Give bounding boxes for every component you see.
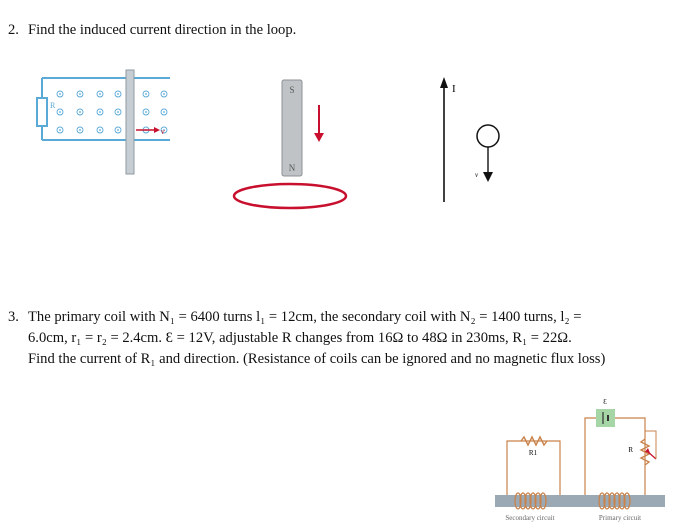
rail-rod-figure bbox=[30, 68, 180, 178]
r-label: R bbox=[628, 446, 633, 454]
secondary-circuit-label: Secondary circuit bbox=[505, 514, 555, 522]
field-dot-center bbox=[99, 93, 101, 95]
transformer-circuit-figure bbox=[490, 395, 670, 525]
ring-velocity-label: v bbox=[475, 171, 479, 179]
velocity-arrowhead bbox=[154, 127, 160, 133]
question-line: The primary coil with N₁ = 6400 turns l₁ = 12cm, the secondary coil with N₂ = 1400 turns, l₂ = bbox=[28, 309, 582, 325]
primary-circuit-label: Primary circuit bbox=[598, 514, 642, 522]
field-dot-center bbox=[145, 93, 147, 95]
magnet-north-label: N bbox=[288, 163, 296, 173]
question-number: 3. bbox=[8, 309, 19, 325]
question-text: Find the induced current direction in the loop. bbox=[28, 22, 297, 38]
magnetic-field-dots bbox=[57, 91, 167, 133]
ring-velocity-arrowhead bbox=[483, 172, 493, 182]
question-number: 2. bbox=[8, 22, 19, 38]
current-label: I bbox=[452, 83, 456, 95]
conducting-ring bbox=[477, 125, 499, 147]
field-dot-center bbox=[117, 93, 119, 95]
field-dot-center bbox=[163, 111, 165, 113]
primary-coil bbox=[599, 493, 630, 509]
question-line: 6.0cm, r₁ = r₂ = 2.4cm. Ɛ = 12V, adjustable R changes from 16Ω to 48Ω in 230ms, R₁ = 22Ω. bbox=[28, 330, 572, 346]
magnet-loop-figure bbox=[228, 75, 363, 220]
primary-wire bbox=[585, 418, 645, 495]
field-dot-center bbox=[145, 111, 147, 113]
field-dot-center bbox=[79, 129, 81, 131]
field-dot-center bbox=[59, 111, 61, 113]
question-text bbox=[28, 307, 693, 370]
question-3 bbox=[8, 307, 698, 370]
field-dot-center bbox=[99, 129, 101, 131]
conducting-loop bbox=[234, 184, 346, 208]
velocity-label: v bbox=[161, 127, 165, 136]
field-dot-center bbox=[59, 93, 61, 95]
falling-arrowhead bbox=[314, 133, 324, 142]
emf-label: Ɛ bbox=[603, 398, 607, 406]
field-dot-center bbox=[79, 111, 81, 113]
field-dot-center bbox=[163, 93, 165, 95]
field-dot-center bbox=[117, 129, 119, 131]
magnet-south-label: S bbox=[289, 85, 295, 95]
secondary-coil bbox=[515, 493, 546, 509]
resistor bbox=[37, 98, 47, 126]
r1-label: R1 bbox=[528, 449, 538, 457]
battery-box bbox=[596, 409, 615, 427]
wire-ring-figure bbox=[425, 72, 525, 207]
resistor-label: R bbox=[50, 101, 56, 110]
question-line: Find the current of R₁ and direction. (Resistance of coils can be ignored and no magnetic flux loss) bbox=[28, 351, 606, 367]
field-dot-center bbox=[79, 93, 81, 95]
field-dot-center bbox=[117, 111, 119, 113]
sliding-rod bbox=[126, 70, 134, 174]
field-dot-center bbox=[59, 129, 61, 131]
field-dot-center bbox=[99, 111, 101, 113]
current-arrowhead bbox=[440, 77, 448, 88]
